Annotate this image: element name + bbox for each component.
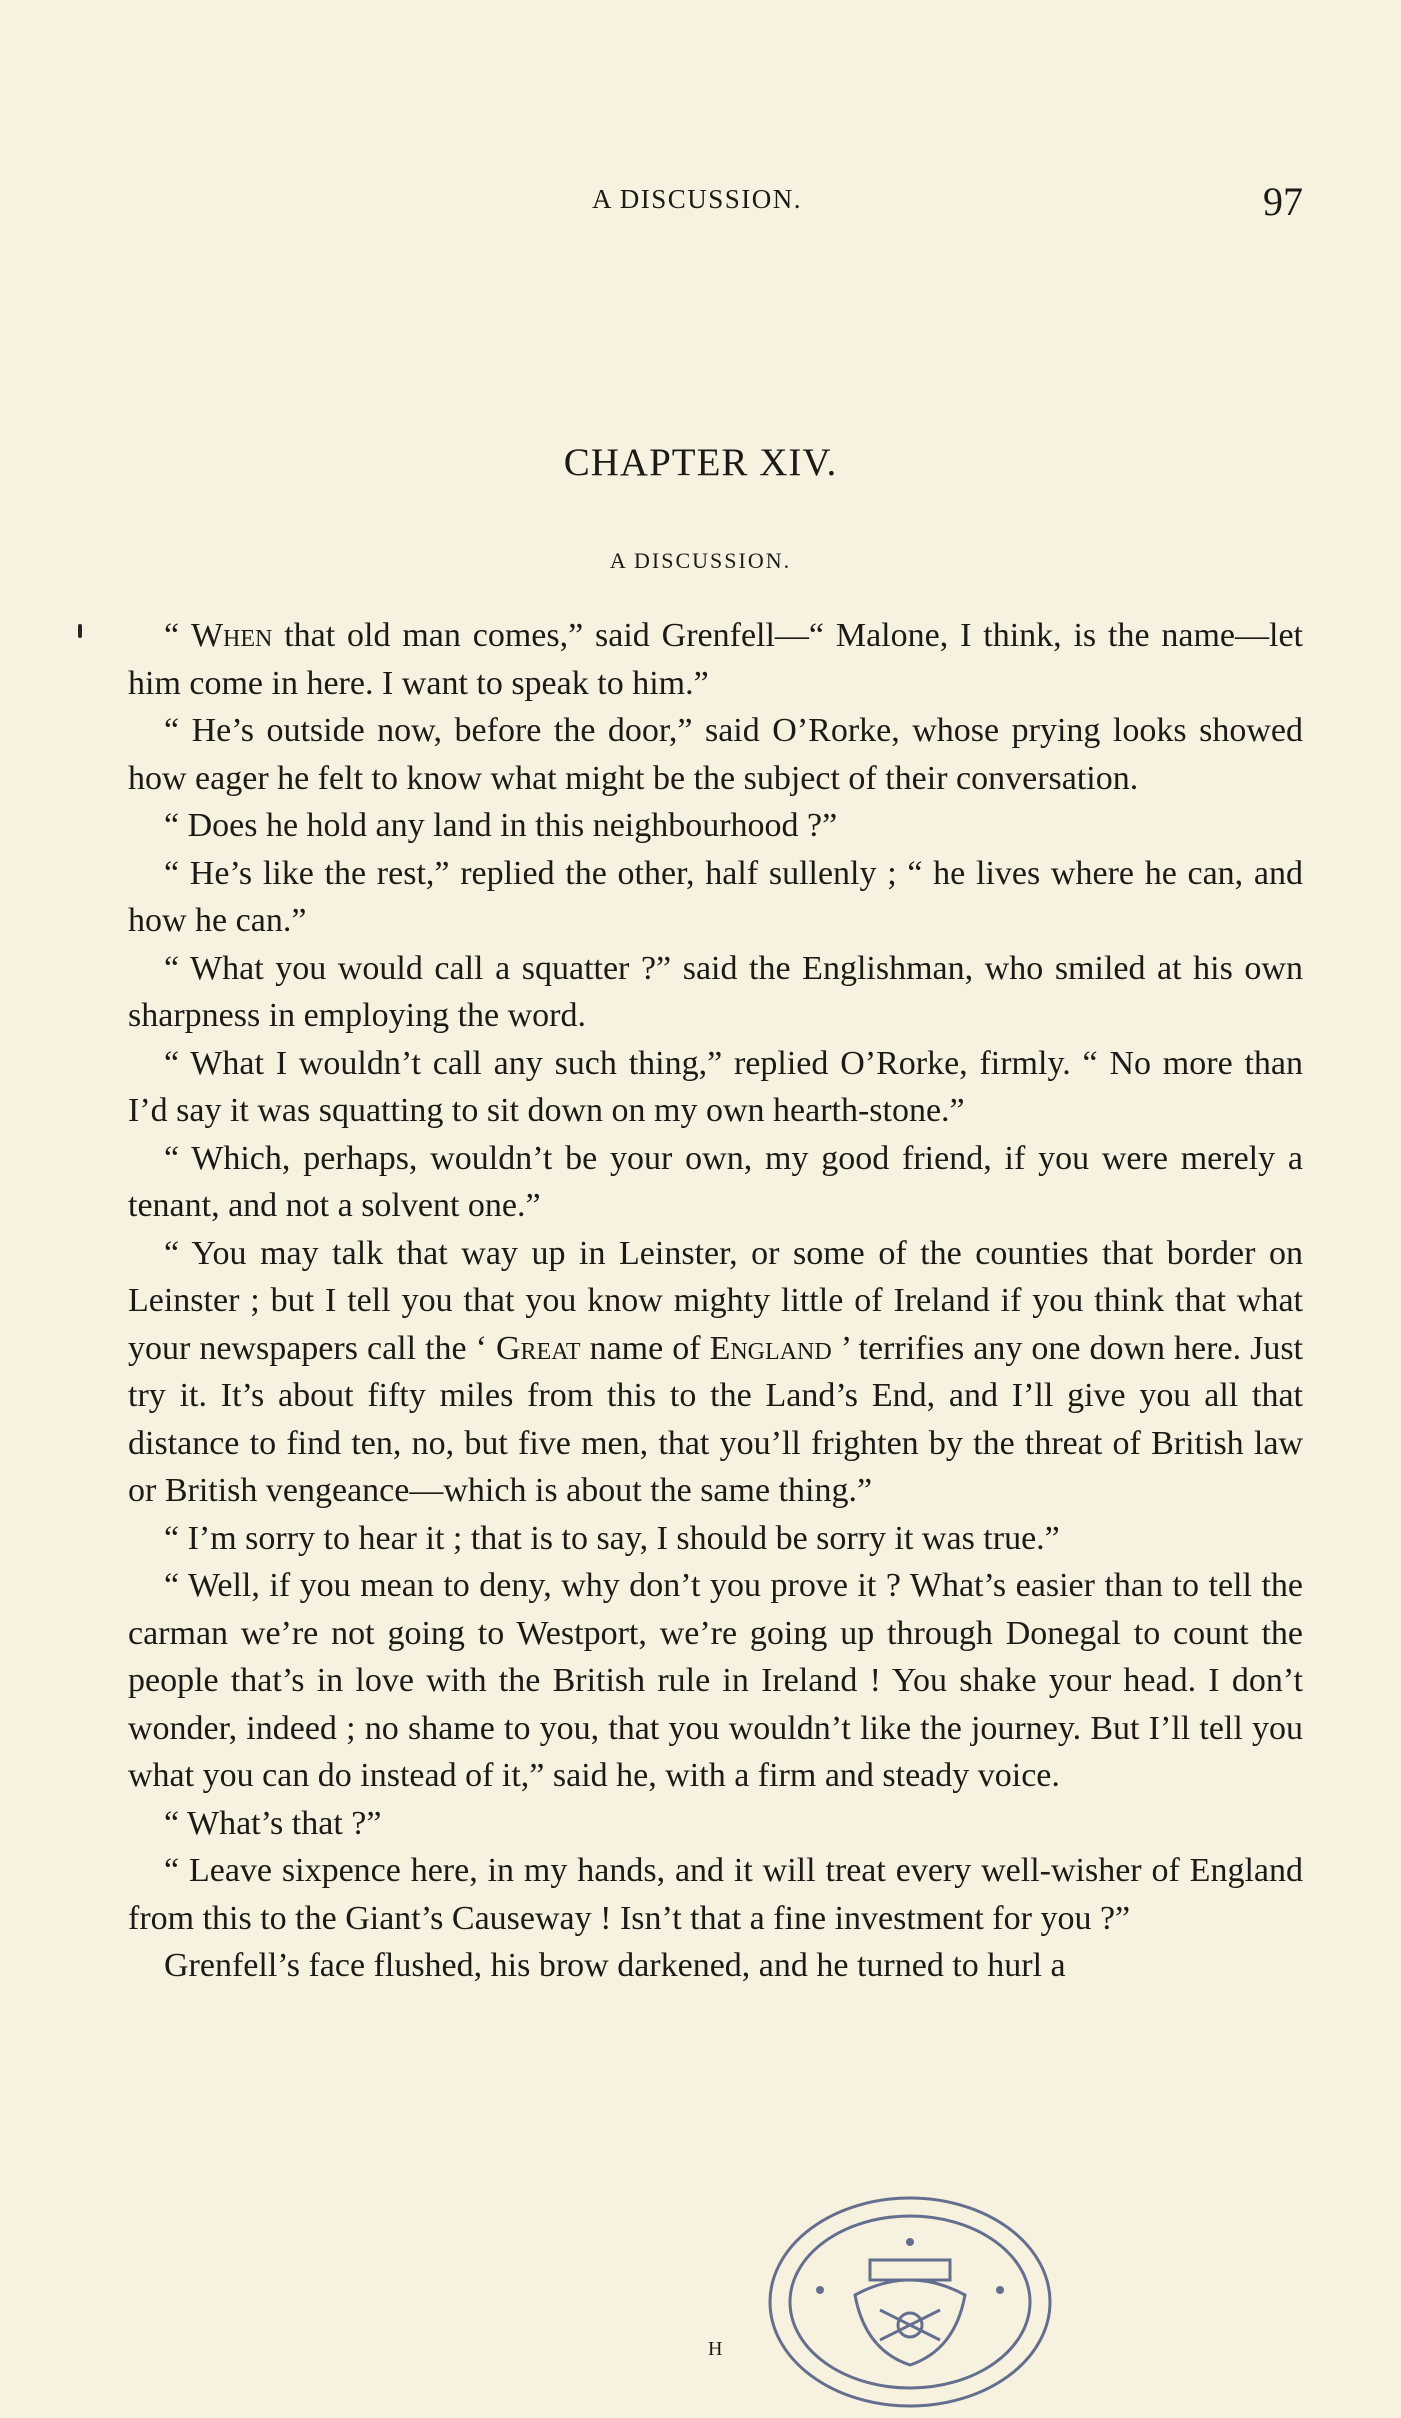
paragraph: “ What’s that ?”	[164, 1804, 382, 1842]
chapter-title: CHAPTER XIV.	[563, 441, 838, 484]
paragraph: “ What you would call a squatter ?” said the Englishman, who smiled at his own sharpness in employing the word.	[128, 949, 1303, 1034]
running-head	[128, 178, 1303, 228]
paragraph: “ He’s outside now, before the door,” said O’Rorke, whose prying looks showed how eager he felt to know what might be the subject of their conversation.	[128, 712, 1303, 797]
chapter-subtitle: A DISCUSSION.	[609, 548, 792, 573]
signature-mark: H	[708, 2338, 723, 2360]
paragraph: “ You may talk that way up in Leinster, or some of the counties that border on Leinster ; but I tell you that you know mighty little of Ireland if you think that what your newspapers call the ‘ Great name of England ’ terrifies any one down here. Just try it. It’s about fifty miles from this to the Land’s End, and I’ll give you all that distance to find ten, no, but five men, that you’ll frighten by the threat of British law or British vengeance—which is about the same thing.”	[128, 1234, 1303, 1509]
library-stamp-icon	[760, 2180, 1060, 2412]
paragraph: “ Well, if you mean to deny, why don’t you prove it ? What’s easier than to tell the carman we’re not going to Westport, we’re going up through Donegal to count the people that’s in love with the British rule in Ireland ! You shake your head. I don’t wonder, indeed ; no shame to you, that you wouldn’t like the journey. But I’ll tell you what you can do instead of it,” said he, with a firm and steady voice.	[128, 1567, 1303, 1794]
paragraph: Grenfell’s face flushed, his brow darkened, and he turned to hurl a	[164, 1947, 1066, 1984]
running-head-title: A DISCUSSION.	[592, 184, 803, 214]
paragraph: “ When that old man comes,” said Grenfell—“ Malone, I think, is the name—let him come in here. I want to speak to him.”	[128, 617, 1304, 702]
paragraph: “ Does he hold any land in this neighbourhood ?”	[164, 807, 838, 844]
body-text	[128, 612, 1303, 1990]
paragraph: “ What I wouldn’t call any such thing,” replied O’Rorke, firmly. “ No more than I’d say it was squatting to sit down on my own hearth-stone.”	[128, 1044, 1303, 1129]
paragraph: “ Leave sixpence here, in my hands, and it will treat every well-wisher of England from this to the Giant’s Causeway ! Isn’t that a fine investment for you ?”	[128, 1852, 1303, 1937]
paragraph: “ He’s like the rest,” replied the other, half sullenly ; “ he lives where he can, and how he can.”	[128, 854, 1303, 939]
margin-mark	[78, 624, 82, 638]
paragraph: “ I’m sorry to hear it ; that is to say, I should be sorry it was true.”	[164, 1519, 1060, 1557]
page-number: 97	[1263, 179, 1303, 224]
paragraph: “ Which, perhaps, wouldn’t be your own, my good friend, if you were merely a tenant, and not a solvent one.”	[128, 1139, 1303, 1224]
